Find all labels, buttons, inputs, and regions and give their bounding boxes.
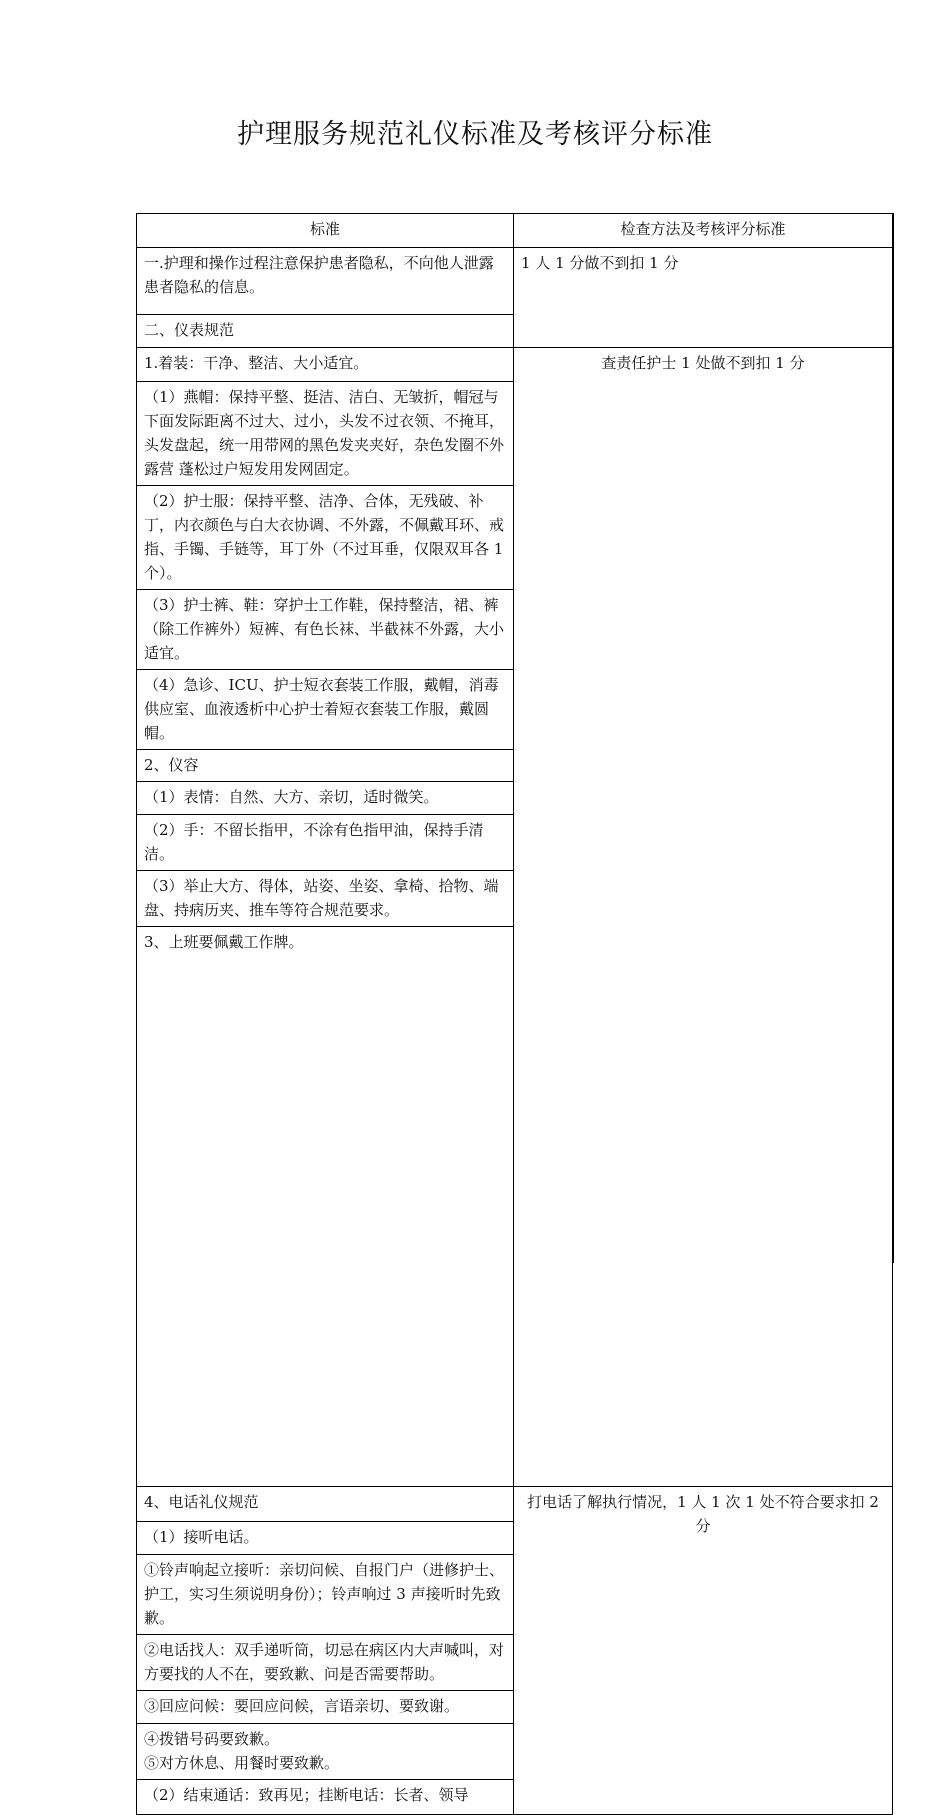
standard-cell: （2）护士服：保持平整、洁净、合体，无残破、补丁，内衣颜色与白大衣协调、不外露，不佩戴耳环、戒指、手镯、手链等，耳丁外（不过耳垂，仅限双耳各 1 个）。 bbox=[137, 486, 514, 590]
standard-cell: ②电话找人：双手递听筒，切忌在病区内大声喊叫，对方要找的人不在，要致歉、问是否需要帮助。 bbox=[137, 1635, 514, 1691]
standard-cell: （1）表情：自然、大方、亲切，适时微笑。 bbox=[137, 782, 514, 815]
table-row bbox=[137, 1487, 893, 1522]
standard-cell: （2）结束通话：致再见；挂断电话：长者、领导 bbox=[137, 1780, 514, 1815]
page-title: 护理服务规范礼仪标准及考核评分标准 bbox=[237, 119, 713, 150]
standard-cell: （1）燕帽：保持平整、挺洁、洁白、无皱折，帽冠与下面发际距离不过大、过小，头发不过衣领、不掩耳，头发盘起，统一用带网的黑色发夹夹好，杂色发圈不外露营 蓬松过户短发用发网固定。 bbox=[137, 382, 514, 486]
standard-cell: 4、电话礼仪规范 bbox=[137, 1487, 514, 1522]
standard-line: ④拨错号码要致歉。 bbox=[144, 1730, 280, 1748]
standard-cell: ①铃声响起立接听：亲切问候、自报门户（进修护士、护工，实习生须说明身份）；铃声响过 3 声接听时先致歉。 bbox=[137, 1555, 514, 1635]
standard-cell: 一.护理和操作过程注意保护患者隐私，不向他人泄露患者隐私的信息。 bbox=[137, 248, 514, 315]
standard-cell: （4）急诊、ICU、护士短衣套装工作服，戴帽，消毒供应室、血液透析中心护士着短衣套装工作服，戴圆帽。 bbox=[137, 670, 514, 750]
standard-cell: （3）护士裤、鞋：穿护士工作鞋，保持整洁，裙、裤（除工作裤外）短裤、有色长袜、半截袜不外露，大小适宜。 bbox=[137, 590, 514, 670]
standard-cell: 1.着装：干净、整洁、大小适宜。 bbox=[137, 348, 514, 382]
scoring-cell: 1 人 1 分做不到扣 1 分 bbox=[514, 248, 893, 348]
standard-line: ⑤对方休息、用餐时要致歉。 bbox=[144, 1754, 340, 1772]
scoring-cell: 打电话了解执行情况，1 人 1 次 1 处不符合要求扣 2 分 bbox=[514, 1487, 893, 1815]
header-standard: 标准 bbox=[137, 214, 514, 248]
standard-cell: （1）接听电话。 bbox=[137, 1522, 514, 1555]
standard-cell: 3、上班要佩戴工作牌。 bbox=[137, 927, 514, 1487]
standard-cell: （3）举止大方、得体，站姿、坐姿、拿椅、拾物、端盘、持病历夹、推车等符合规范要求。 bbox=[137, 871, 514, 927]
table-row bbox=[137, 348, 893, 382]
scoring-cell: 查责任护士 1 处做不到扣 1 分 bbox=[514, 348, 893, 1487]
table-row bbox=[137, 248, 893, 315]
standard-cell bbox=[137, 1724, 514, 1780]
standard-cell: 2、仪容 bbox=[137, 750, 514, 782]
header-scoring: 检查方法及考核评分标准 bbox=[514, 214, 893, 248]
table-header-row bbox=[137, 214, 893, 248]
standards-table bbox=[136, 213, 893, 1815]
standard-cell: 二、仪表规范 bbox=[137, 315, 514, 348]
standard-cell: ③回应问候：要回应问候，言语亲切、要致谢。 bbox=[137, 1691, 514, 1724]
table-outer-border bbox=[893, 213, 894, 1263]
standard-cell: （2）手：不留长指甲，不涂有色指甲油，保持手清洁。 bbox=[137, 815, 514, 871]
